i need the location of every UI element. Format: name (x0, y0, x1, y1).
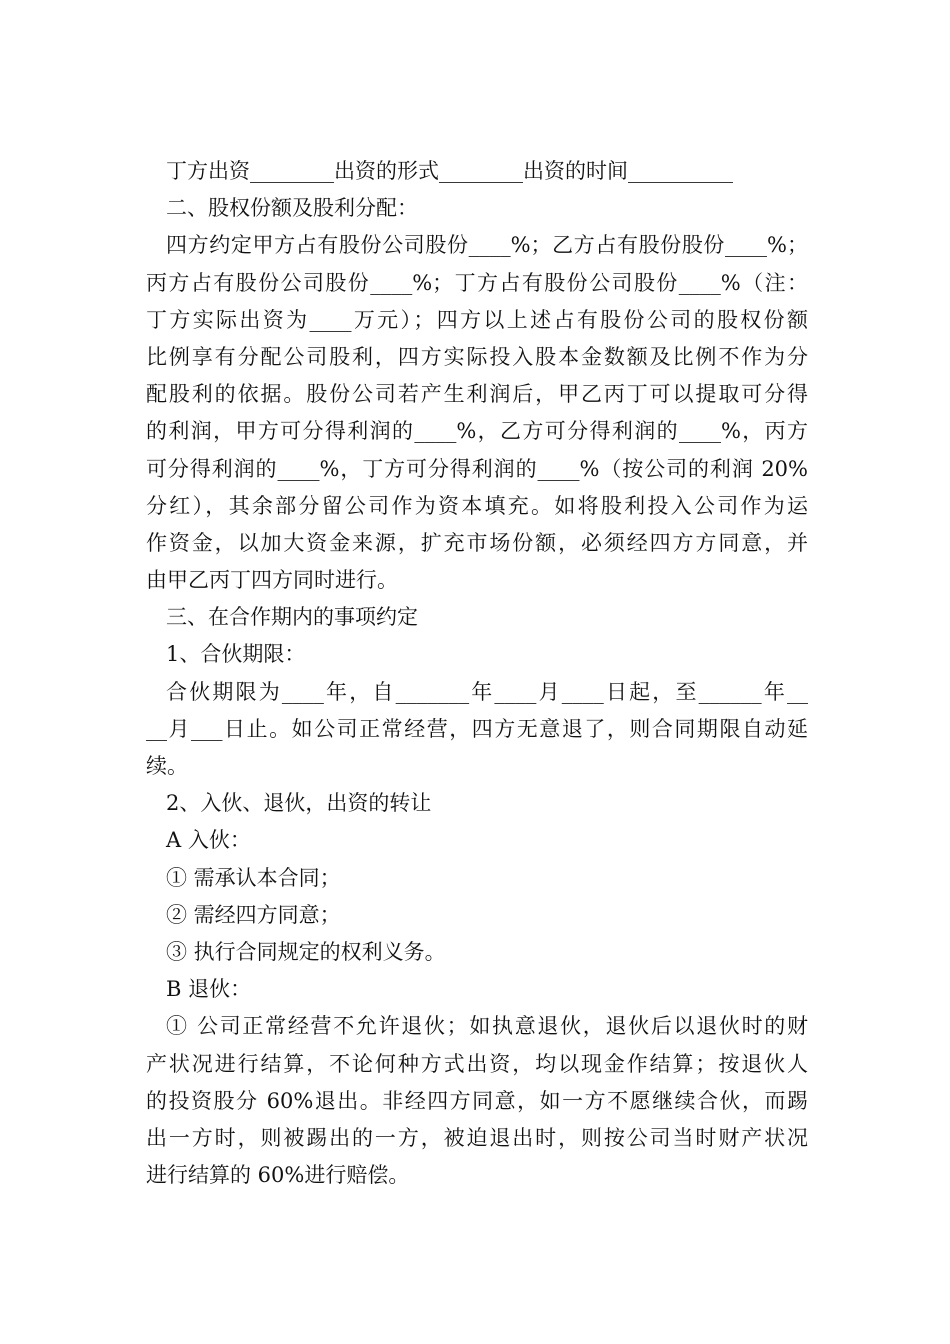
text-line: 进行结算的 60%进行赔偿。 (146, 1163, 410, 1188)
text-line: 的利润，甲方可分得利润的____%，乙方可分得利润的____%，丙方 (146, 419, 808, 444)
text-line: ① 公司正常经营不允许退伙；如执意退伙，退伙后以退伙时的财 (166, 1014, 808, 1039)
text-line: 丁方出资________出资的形式________出资的时间__________ (166, 159, 733, 183)
text-line: 出一方时，则被踢出的一方，被迫退出时，则按公司当时财产状况 (146, 1125, 808, 1150)
text-line: 1、合伙期限： (166, 642, 306, 667)
text-line: ① 需承认本合同； (166, 865, 341, 890)
text-line: B 退伙： (166, 977, 252, 1002)
text-line: 四方约定甲方占有股份公司股份____%；乙方占有股份股份____%； (166, 233, 808, 258)
text-line: 2、入伙、退伙，出资的转让 (166, 791, 432, 816)
text-line: __月___日止。如公司正常经营，四方无意退了，则合同期限自动延 (146, 716, 808, 741)
text-line: 由甲乙丙丁四方同时进行。 (146, 568, 398, 593)
text-line: ② 需经四方同意； (166, 902, 341, 927)
document-page (146, 153, 808, 1194)
text-line: 产状况进行结算，不论何种方式出资，均以现金作结算；按退伙人 (146, 1051, 808, 1076)
text-line: 可分得利润的____%，丁方可分得利润的____%（按公司的利润 20% (146, 456, 808, 481)
text-line: 作资金，以加大资金来源，扩充市场份额，必须经四方方同意，并 (146, 530, 808, 555)
text-line: 分红），其余部分留公司作为资本填充。如将股利投入公司作为运 (146, 493, 808, 518)
text-line: ③ 执行合同规定的权利义务。 (166, 939, 446, 964)
text-line: 二、股权份额及股利分配： (166, 196, 418, 221)
text-line: 比例享有分配公司股利，四方实际投入股本金数额及比例不作为分 (146, 344, 808, 369)
text-line: 三、在合作期内的事项约定 (166, 605, 418, 630)
text-line: 的投资股分 60%退出。非经四方同意，如一方不愿继续合伙，而踢 (146, 1088, 808, 1113)
text-line: 丙方占有股份公司股份____%；丁方占有股份公司股份____%（注： (146, 270, 808, 295)
text-line: 续。 (146, 754, 188, 778)
text-line: 配股利的依据。股份公司若产生利润后，甲乙丙丁可以提取可分得 (146, 382, 808, 407)
text-line: A 入伙： (166, 828, 251, 853)
text-line: 合伙期限为____年，自_______年____月____日起，至______年__ (166, 679, 808, 704)
text-line: 丁方实际出资为____万元）；四方以上述占有股份公司的股权份额 (146, 307, 808, 332)
